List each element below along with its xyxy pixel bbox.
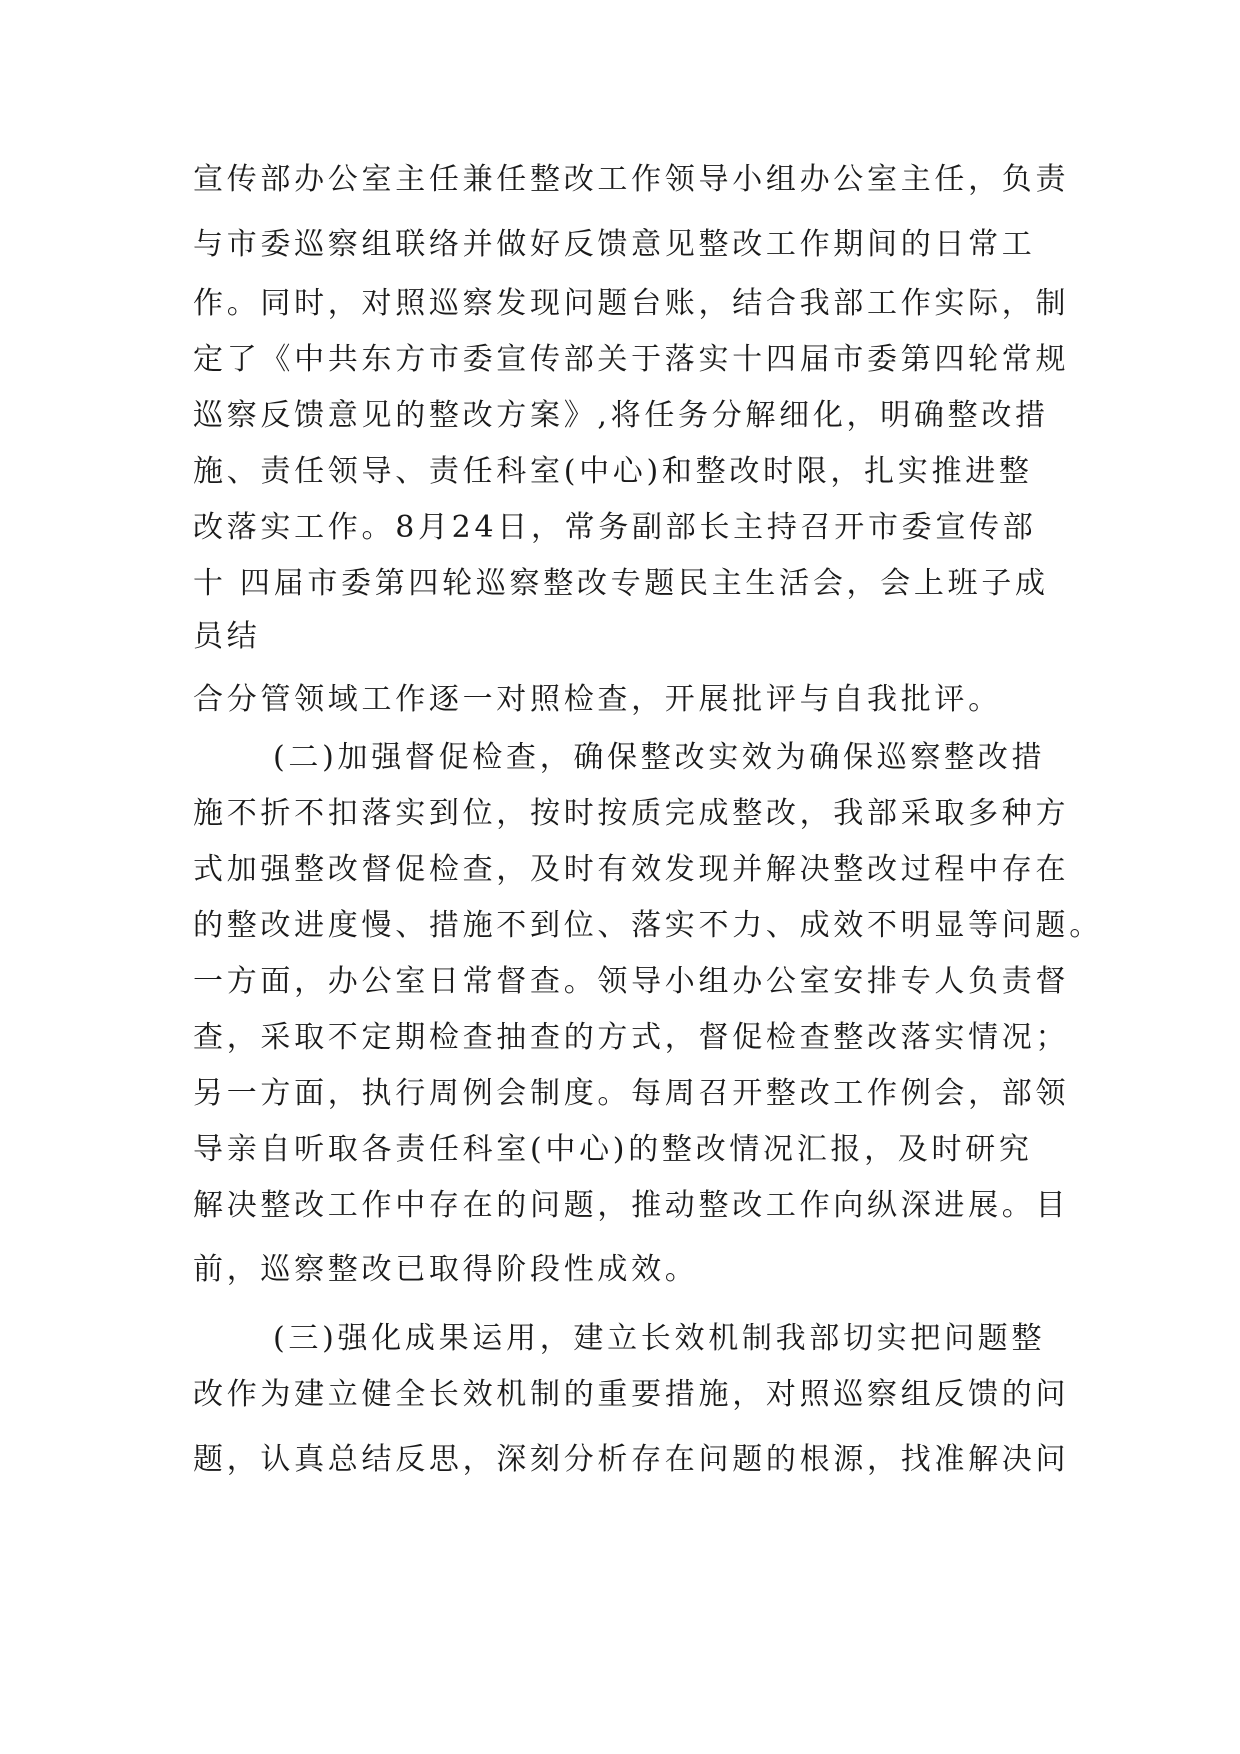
text-line-22: 改作为建立健全长效机制的重要措施，对照巡察组反馈的问 xyxy=(193,1377,1070,1412)
text-line-17: 另一方面，执行周例会制度。每周召开整改工作例会，部领 xyxy=(193,1076,1070,1111)
text-line-3: 作。同时，对照巡察发现问题台账，结合我部工作实际，制 xyxy=(193,286,1070,321)
text-line-15: 一方面，办公室日常督查。领导小组办公室安排专人负责督 xyxy=(193,964,1070,999)
text-line-12: 施不折不扣落实到位，按时按质完成整改，我部采取多种方 xyxy=(193,796,1070,831)
text-line-2: 与市委巡察组联络并做好反馈意见整改工作期间的日常工 xyxy=(193,227,1036,262)
text-line-6: 施、责任领导、责任科室(中心)和整改时限，扎实推进整 xyxy=(193,454,1033,489)
text-line-14: 的整改进度慢、措施不到位、落实不力、成效不明显等问题。 xyxy=(193,908,1103,943)
text-line-7: 改落实工作。8月24日，常务副部长主持召开市委宣传部 xyxy=(193,510,1037,545)
text-line-23: 题，认真总结反思，深刻分析存在问题的根源，找准解决问 xyxy=(193,1442,1070,1477)
text-line-9: 员结 xyxy=(193,619,261,654)
text-line-18: 导亲自听取各责任科室(中心)的整改情况汇报，及时研究 xyxy=(193,1132,1033,1167)
text-line-19: 解决整改工作中存在的问题，推动整改工作向纵深进展。目 xyxy=(193,1188,1070,1223)
section-heading-3: (三)强化成果运用，建立长效机制我部切实把问题整 xyxy=(273,1321,1046,1356)
text-line-13: 式加强整改督促检查，及时有效发现并解决整改过程中存在 xyxy=(193,852,1070,887)
text-line-20: 前，巡察整改已取得阶段性成效。 xyxy=(193,1252,699,1287)
text-line-4: 定了《中共东方市委宣传部关于落实十四届市委第四轮常规 xyxy=(193,342,1070,377)
text-line-5: 巡察反馈意见的整改方案》,将任务分解细化，明确整改措 xyxy=(193,398,1049,433)
section-heading-2: (二)加强督促检查，确保整改实效为确保巡察整改措 xyxy=(273,740,1046,775)
text-line-8: 十 四届市委第四轮巡察整改专题民主生活会，会上班子成 xyxy=(193,566,1049,601)
text-line-10: 合分管领域工作逐一对照检查，开展批评与自我批评。 xyxy=(193,682,1002,717)
text-line-16: 查，采取不定期检查抽查的方式，督促检查整改落实情况； xyxy=(193,1020,1070,1055)
text-line-1: 宣传部办公室主任兼任整改工作领导小组办公室主任，负责 xyxy=(193,162,1070,197)
